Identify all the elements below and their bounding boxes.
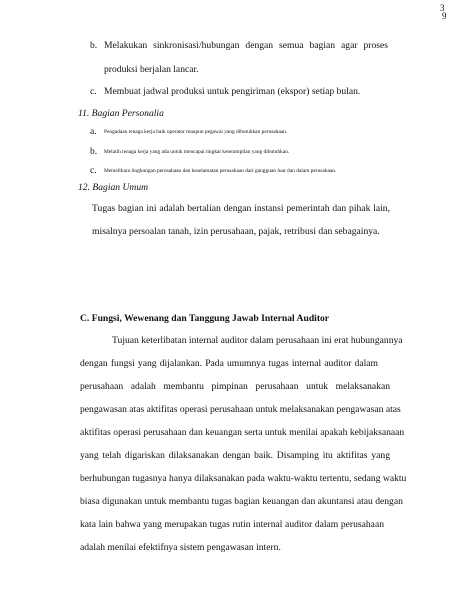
section-11-label-a: a. (90, 126, 97, 137)
paragraph-line-9: kata lain bahwa yang merupakan tugas rutin internal auditor dalam perusahaan (80, 519, 384, 530)
page-number-top: 3 (440, 3, 445, 13)
section-11-label-b: b. (90, 146, 98, 157)
paragraph-line-6: yang telah digariskan dilaksanakan dengan baik. Disamping itu aktifitas yang (80, 450, 390, 461)
paragraph-line-10: adalah menilai efektifnya sistem pengawasan intern. (80, 542, 281, 553)
list-item-c: Membuat jadwal produksi untuk pengiriman (ekspor) setiap bulan. (104, 86, 361, 97)
paragraph-line-1: Tujuan keterlibatan internal auditor dalam perusahaan ini erat hubungannya (112, 335, 403, 346)
paragraph-line-7: berhubungan tugasnya hanya dilaksanakan pada waktu-waktu tertentu, sedang waktu (80, 473, 407, 484)
list-label-b: b. (90, 40, 98, 51)
paragraph-line-2: dengan fungsi yang dijalankan. Pada umumnya tugas internal auditor dalam (80, 358, 378, 369)
section-11-heading: 11. Bagian Personalia (78, 108, 164, 119)
section-12-line2: misalnya persoalan tanah, izin perusahaan, pajak, retribusi dan sebagainya. (92, 226, 380, 237)
list-label-c: c. (90, 86, 97, 97)
paragraph-line-5: aktifitas operasi perusahaan dan keuangan serta untuk menilai apakah kebijaksanaan (80, 427, 405, 438)
section-11-label-c: c. (90, 165, 97, 176)
paragraph-line-4: pengawasan atas aktifitas operasi perusahaan untuk melaksanakan pengawasan atas (80, 404, 401, 415)
paragraph-line-3: perusahaan adalah membantu pimpinan perusahaan untuk melaksanakan (80, 381, 390, 392)
section-c-heading: C. Fungsi, Wewenang dan Tanggung Jawab Internal Auditor (80, 313, 330, 324)
page-number-bottom: 9 (442, 11, 447, 21)
section-12-line1: Tugas bagian ini adalah bertalian dengan instansi pemerintah dan pihak lain, (92, 203, 390, 214)
list-item-b-line1: Melakukan sinkronisasi/hubungan dengan semua bagian agar proses (104, 40, 388, 51)
list-item-b-line2: produksi berjalan lancar. (104, 64, 199, 75)
section-11-item-c: Memelihara lingkungan perusahaan dan keselamatan perusahaan dari gangguan luar dan dalam perusahaan. (104, 168, 337, 174)
section-11-item-b: Melatih tenaga kerja yang ada untuk mencapai tingkat keterampilan yang dibutuhkan. (104, 149, 290, 155)
section-12-heading: 12. Bagian Umum (78, 182, 149, 193)
paragraph-line-8: biasa digunakan untuk membantu tugas bagian keuangan dan akuntansi atau dengan (80, 496, 403, 507)
section-11-item-a: Pengadaan tenaga kerja baik operator maupun pegawai yang dibutuhkan perusahaan. (104, 129, 288, 135)
